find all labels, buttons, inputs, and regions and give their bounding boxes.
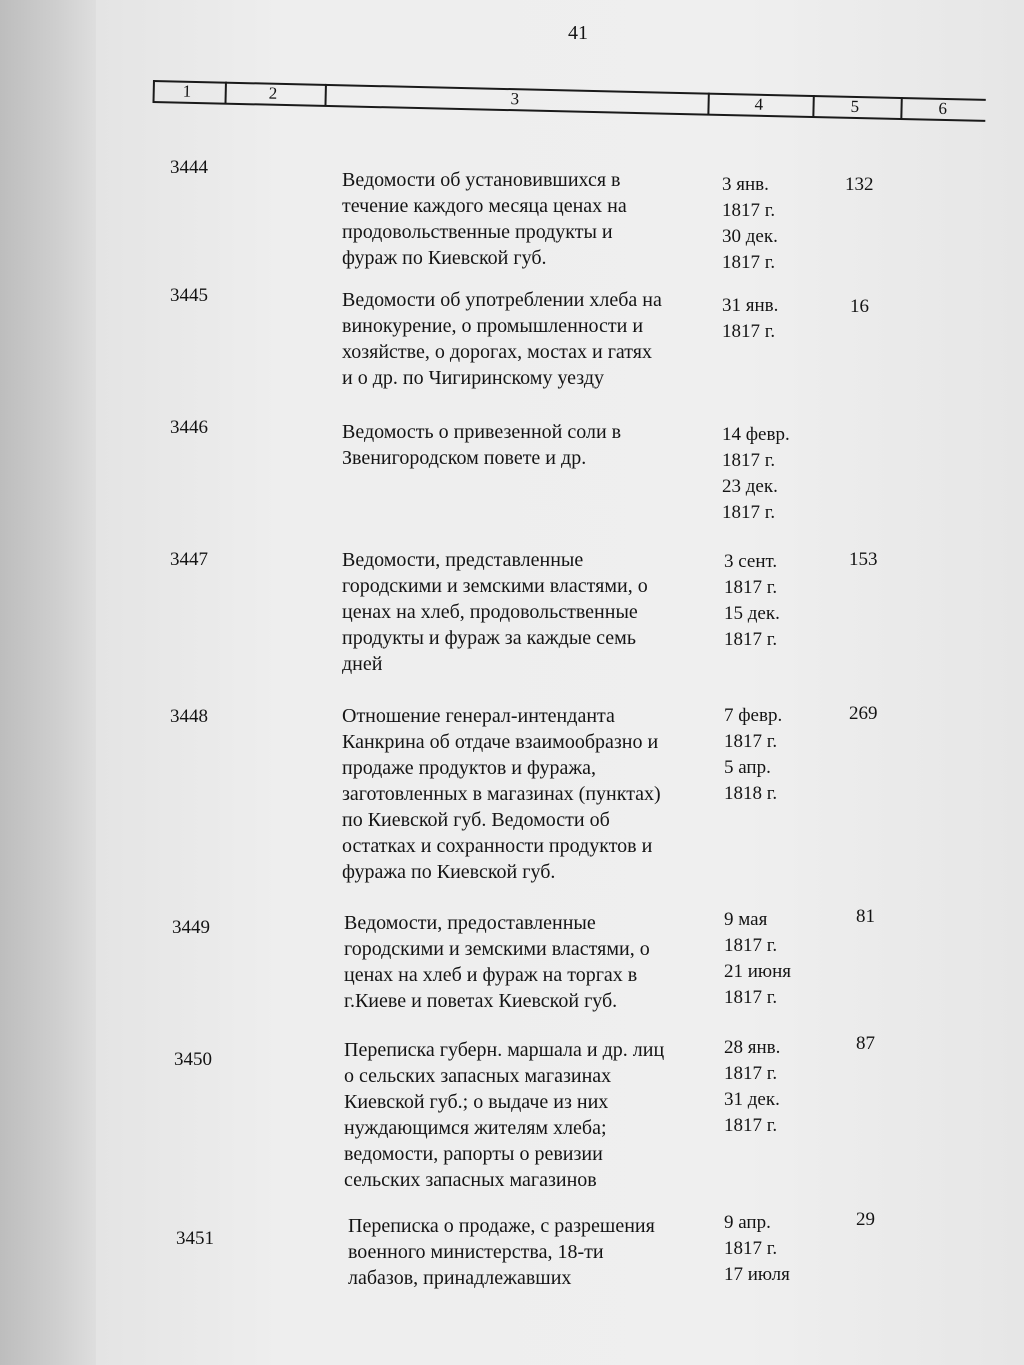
date-line: 1817 г. (724, 731, 778, 752)
date-line: 3 сент. (724, 551, 778, 572)
description-line: Звенигородском повете и др. (342, 447, 587, 469)
description-line: г.Киеве и поветах Киевской губ. (344, 990, 618, 1012)
entry-description (342, 419, 621, 471)
entry-sheet-count: 269 (849, 703, 878, 724)
description-line: о сельских запасных магазинах (344, 1065, 612, 1087)
entry-dates (722, 422, 790, 526)
description-line: Ведомости об употреблении хлеба на (342, 289, 662, 311)
date-line: 1817 г. (724, 1115, 778, 1136)
date-line: 1817 г. (722, 252, 776, 273)
entry-sheet-count: 132 (845, 174, 874, 195)
entry-sheet-count: 81 (856, 906, 875, 927)
description-line: остатках и сохранности продуктов и (342, 835, 653, 857)
date-line: 21 июня (724, 961, 792, 982)
entry-sheet-count: 87 (856, 1033, 875, 1054)
date-line: 31 дек. (724, 1089, 780, 1110)
date-line: 14 февр. (722, 424, 790, 445)
header-separator (812, 95, 814, 117)
entry-description (342, 287, 662, 391)
date-line: 23 дек. (722, 476, 778, 497)
date-line: 17 июля (724, 1264, 790, 1285)
description-line: дней (342, 653, 383, 675)
entry-dates (722, 172, 778, 276)
entry-description (342, 547, 648, 677)
description-line: и о др. по Чигиринскому уезду (342, 367, 605, 389)
page-number: 41 (568, 22, 588, 44)
entry-dates (724, 1210, 790, 1288)
entry-number: 3448 (170, 706, 208, 727)
description-line: продукты и фураж за каждые семь (342, 627, 636, 649)
entry-sheet-count: 153 (849, 549, 878, 570)
date-line: 1817 г. (722, 450, 776, 471)
header-col-3: 3 (510, 89, 520, 109)
entry-description (344, 1037, 664, 1193)
description-line: лабазов, принадлежавших (348, 1267, 572, 1289)
date-line: 1817 г. (724, 577, 778, 598)
description-line: городскими и земскими властями, о (342, 575, 648, 597)
description-line: ведомости, рапорты о ревизии (344, 1143, 603, 1165)
date-line: 3 янв. (722, 174, 769, 195)
entry-number: 3447 (170, 549, 208, 570)
date-line: 1818 г. (724, 783, 778, 804)
description-line: нуждающимся жителям хлеба; (344, 1117, 607, 1139)
entry-number: 3449 (172, 917, 210, 938)
header-col-2: 2 (268, 83, 278, 103)
date-line: 1817 г. (724, 1238, 778, 1259)
description-line: военного министерства, 18-ти (348, 1241, 604, 1263)
description-line: винокурение, о промышленности и (342, 315, 644, 337)
date-line: 30 дек. (722, 226, 778, 247)
entry-number: 3450 (174, 1049, 212, 1070)
date-line: 1817 г. (724, 987, 778, 1008)
entry-dates (724, 703, 782, 807)
entry-number: 3445 (170, 285, 208, 306)
description-line: течение каждого месяца ценах на (342, 195, 627, 217)
description-line: продовольственные продукты и (342, 221, 613, 243)
header-bottom-rule (152, 98, 985, 122)
entry-dates (724, 907, 791, 1011)
date-line: 1817 г. (724, 1063, 778, 1084)
header-separator (153, 80, 155, 102)
description-line: ценах на хлеб, продовольственные (342, 601, 638, 623)
book-gutter-shadow (0, 0, 96, 1365)
description-line: продаже продуктов и фуража, (342, 757, 597, 779)
description-line: Переписка о продаже, с разрешения (348, 1215, 655, 1237)
description-line: заготовленных в магазинах (пунктах) (342, 783, 661, 805)
entry-dates (722, 293, 778, 345)
description-line: Киевской губ.; о выдаче из них (344, 1091, 609, 1113)
description-line: хозяйстве, о дорогах, мостах и гатях (342, 341, 652, 363)
date-line: 1817 г. (722, 321, 776, 342)
date-line: 7 февр. (724, 705, 783, 726)
entry-description (342, 703, 661, 885)
entry-description (348, 1213, 655, 1291)
description-line: Ведомости об установившихся в (342, 169, 621, 191)
date-line: 15 дек. (724, 603, 780, 624)
description-line: ценах на хлеб и фураж на торгах в (344, 964, 638, 986)
description-line: фураж по Киевской губ. (342, 247, 547, 269)
description-line: Ведомости, представленные (342, 549, 584, 571)
date-line: 1817 г. (724, 629, 778, 650)
header-col-1: 1 (182, 81, 192, 101)
header-col-5: 5 (850, 96, 860, 117)
header-col-6: 6 (938, 98, 948, 119)
entry-number: 3446 (170, 417, 208, 438)
header-separator (707, 93, 709, 115)
header-separator (324, 84, 326, 106)
date-line: 1817 г. (724, 935, 778, 956)
description-line: Ведомость о привезенной соли в (342, 421, 622, 443)
entry-sheet-count: 16 (850, 296, 869, 317)
entry-dates (724, 549, 780, 653)
description-line: городскими и земскими властями, о (344, 938, 650, 960)
description-line: сельских запасных магазинов (344, 1169, 597, 1191)
description-line: Переписка губерн. маршала и др. лиц (344, 1039, 665, 1061)
entry-number: 3451 (176, 1228, 214, 1249)
date-line: 5 апр. (724, 757, 771, 778)
date-line: 9 апр. (724, 1212, 771, 1233)
entry-description (344, 910, 650, 1014)
header-col-4: 4 (754, 94, 764, 114)
description-line: Ведомости, предоставленные (344, 912, 596, 934)
description-line: Отношение генерал-интенданта (342, 705, 615, 727)
entry-number: 3444 (170, 157, 208, 178)
date-line: 28 янв. (724, 1037, 781, 1058)
entry-description (342, 167, 627, 271)
description-line: по Киевской губ. Ведомости об (342, 809, 610, 831)
header-separator (900, 97, 902, 119)
date-line: 1817 г. (722, 200, 776, 221)
date-line: 31 янв. (722, 295, 779, 316)
date-line: 1817 г. (722, 502, 776, 523)
description-line: Канкрина об отдаче взаимообразно и (342, 731, 659, 753)
description-line: фуража по Киевской губ. (342, 861, 556, 883)
entry-dates (724, 1035, 780, 1139)
date-line: 9 мая (724, 909, 768, 930)
header-separator (224, 82, 226, 104)
entry-sheet-count: 29 (856, 1209, 875, 1230)
